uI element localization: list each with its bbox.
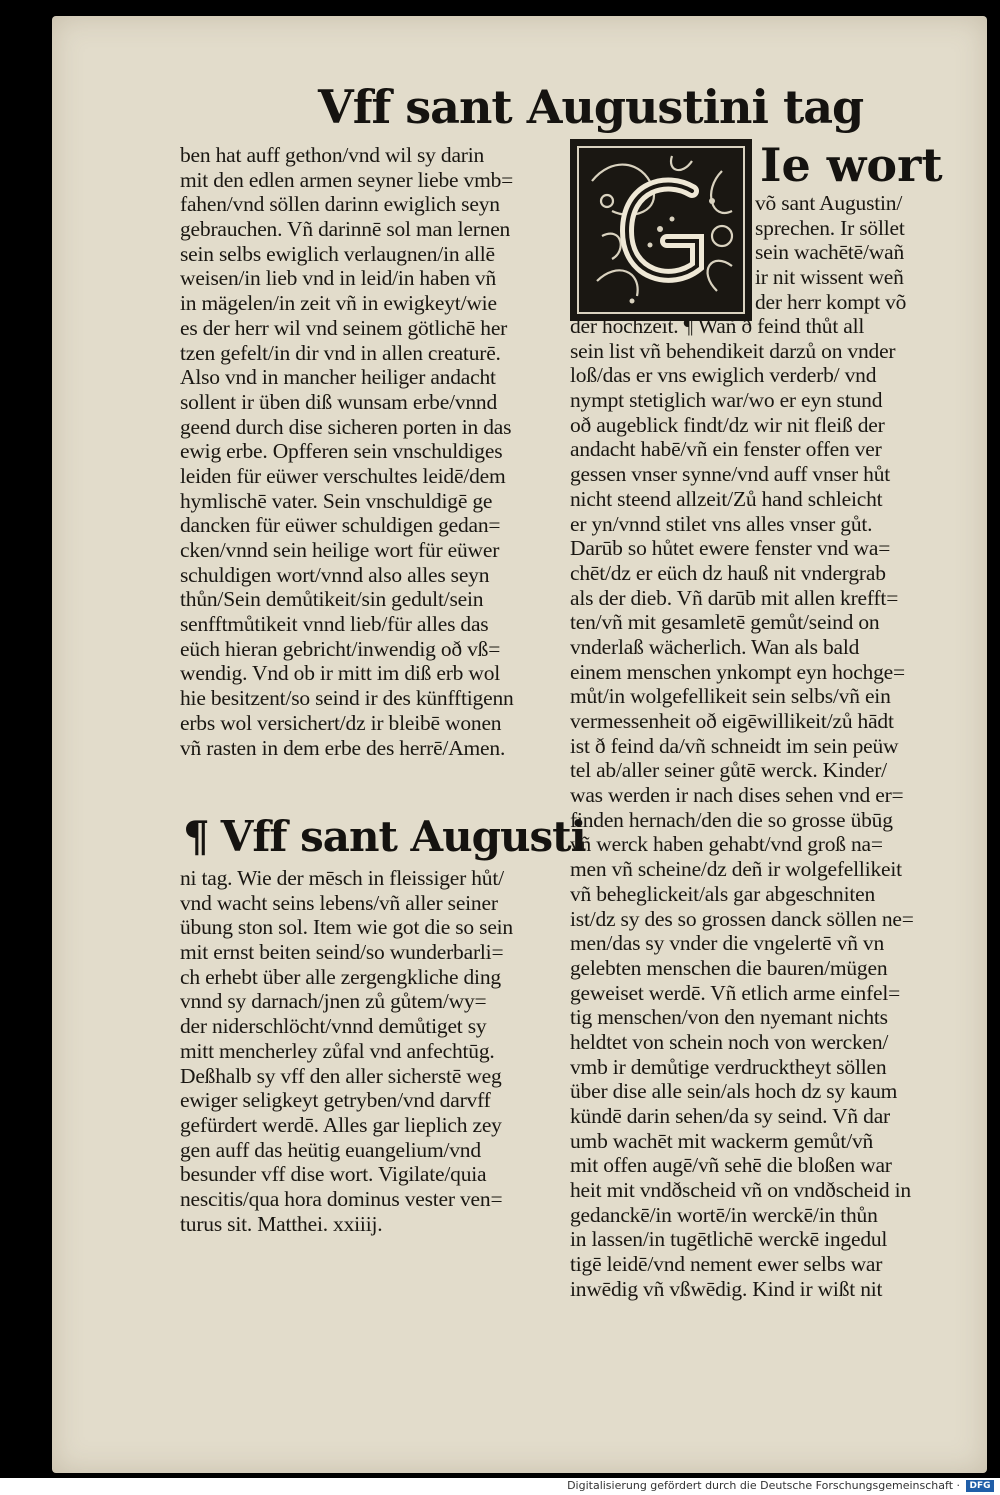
text-line: als der dieb. Vñ darūb mit allen krefft= — [570, 585, 899, 610]
text-line: men/das sy vnder die vngelertē vñ vn — [570, 931, 885, 956]
text-line: ni tag. Wie der mēsch in fleissiger hůt/ — [180, 866, 504, 890]
digitization-footer — [0, 1478, 1000, 1495]
text-line: vnnd sy darnach/jnen zů gůtem/wy= — [180, 989, 487, 1014]
text-line: turus sit. Matthei. xxiiij. — [180, 1211, 383, 1236]
text-line: ist/dz sy des so grossen danck söllen ne= — [570, 906, 914, 931]
text-line: vnd wacht seins lebens/vñ aller seiner — [180, 890, 498, 915]
text-line: in lassen/in tugētlichē werckē ingedul — [570, 1227, 888, 1252]
text-line: gedanckē/in wortē/in werckē/in thůn — [570, 1202, 878, 1227]
text-line: Also vnd in mancher heiliger andacht — [180, 365, 496, 390]
text-line: vmb ir demůtige verdrucktheyt söllen — [570, 1054, 887, 1079]
text-line: eüch hieran gebricht/inwendig oð vß= — [180, 636, 501, 661]
text-line: in mägelen/in zeit vñ in ewigkeyt/wie — [180, 291, 497, 316]
text-line: mit den edlen armen seyner liebe vmb= — [180, 167, 514, 192]
section-heading — [183, 812, 586, 861]
text-line: ten/vñ mit gesamletē gemůt/seind on — [570, 610, 880, 635]
running-head: Vff sant Augustini tag — [318, 80, 864, 134]
text-line: erbs wol versichert/dz ir bleibē wonen — [180, 710, 502, 735]
text-line: sein wachētē/wañ — [755, 240, 905, 265]
text-line: umb wachēt mit wackerm gemůt/vñ — [570, 1128, 874, 1153]
text-line: der niderschlöcht/vnnd demůtiget sy — [180, 1014, 487, 1039]
text-line: gelebten menschen die bauren/mügen — [570, 955, 888, 980]
footer-credit: Digitalisierung gefördert durch die Deutsche Forschungsgemeinschaft · — [567, 1479, 960, 1492]
text-line: es der herr wil vnd seinem götlichē her — [180, 315, 508, 340]
text-line: ewig erbe. Opfferen sein vnschuldiges — [180, 439, 503, 464]
text-line: vñ werck haben gehabt/vnd groß na= — [570, 832, 883, 857]
text-line: heldtet von schein noch von wercken/ — [570, 1029, 889, 1054]
text-line: senfftmůtikeit vnnd lieb/für alles das — [180, 612, 489, 637]
text-line: Darūb so hůtet ewere fenster vnd wa= — [570, 536, 891, 561]
text-line: fahen/vnd söllen darinn ewiglich seyn — [180, 192, 500, 217]
text-line: der hochzeit. ¶ Wañ ð feind thůt all — [570, 314, 865, 338]
text-line: ben hat auff gethon/vnd wil sy darin — [180, 143, 485, 167]
pilcrow-icon: ¶ — [183, 812, 209, 861]
text-line: geend durch dise sicheren porten in das — [180, 414, 512, 439]
text-line: vñ rasten in dem erbe des herrē/Amen. — [180, 735, 506, 760]
text-line: schuldigen wort/vnnd also alles seyn — [180, 562, 490, 587]
text-line: kündē darin sehen/da sy seind. Vñ dar — [570, 1104, 891, 1128]
text-line: dancken für eüwer schuldigen gedan= — [180, 513, 501, 538]
dfg-logo: DFG — [966, 1480, 994, 1492]
text-line: gebrauchen. Vñ darinnē sol man lernen — [180, 217, 511, 242]
text-line: finden hernach/den die so grosse übūg — [570, 807, 893, 832]
text-line: thůn/Sein demůtikeit/sin gedult/sein — [180, 587, 484, 612]
text-line: inwēdig vñ vßwēdig. Kind ir wißt nit — [570, 1276, 883, 1301]
text-line: loß/das er vns ewiglich verderb/ vnd — [570, 363, 877, 388]
text-line: vñ beheglickeit/als gar abgeschniten — [570, 881, 876, 906]
text-line: der herr kompt võ — [755, 289, 907, 314]
text-line: geweiset werdē. Vñ etlich arme einfel= — [570, 980, 901, 1005]
text-line: übung ston sol. Item wie got die so sein — [180, 915, 513, 940]
text-line: sollent ir üben diß wunsam erbe/vnnd — [180, 389, 498, 414]
text-line: chēt/dz er eüch dz hauß nit vndergrab — [570, 560, 886, 585]
text-line: sein selbs ewiglich verlaugnen/in allē — [180, 241, 495, 266]
text-line: cken/vnnd sein heilige wort für eüwer — [180, 538, 500, 562]
left-column-bottom — [180, 866, 550, 1236]
text-line: wendig. Vnd ob ir mitt im diß erb wol — [180, 661, 501, 686]
text-line: gen auff das heütig euangelium/vnd — [180, 1137, 481, 1162]
text-line: ist ð feind da/vñ schneidt im sein peüw — [570, 733, 899, 758]
right-column-beside-initial — [755, 191, 935, 314]
text-line: võ sant Augustin/ — [755, 191, 903, 215]
text-line: einem menschen ynkompt eyn hochge= — [570, 659, 905, 684]
text-line: ir nit wissent weñ — [755, 265, 904, 290]
text-line: mit offen augē/vñ sehē die bloßen war — [570, 1153, 892, 1178]
text-line: leiden für eüwer verschultes leidē/dem — [180, 463, 506, 488]
text-line: gefürdert werdē. Alles gar lieplich zey — [180, 1112, 502, 1137]
text-line: Deßhalb sy vff den aller sicherstē weg — [180, 1063, 502, 1088]
text-line: vermessenheit oð eigēwillikeit/zů hādt — [570, 709, 894, 733]
text-line: tigē leidē/vnd nement ewer selbs war — [570, 1252, 883, 1277]
text-line: andacht habē/vñ ein fenster offen ver — [570, 437, 882, 462]
left-column-top — [180, 143, 550, 760]
decorated-initial-icon — [570, 139, 752, 321]
text-line: mit ernst beiten seind/so wunderbarli= — [180, 940, 504, 965]
text-line: gessen vnser synne/vnd auff vnser hůt — [570, 462, 891, 487]
text-line: nicht steend allzeit/Zů hand schleicht — [570, 486, 883, 511]
text-line: tzen gefelt/in dir vnd in allen creaturē. — [180, 340, 501, 365]
dropcap-word: Ie wort — [760, 138, 943, 192]
text-line: er yn/vnnd stilet vns alles vnser gůt. — [570, 511, 873, 536]
text-line: men vñ scheine/dz deñ ir wolgefellikeit — [570, 857, 902, 882]
text-line: weisen/in lieb vnd in leid/in haben vñ — [180, 266, 497, 291]
text-line: tig menschen/von den nyemant nichts — [570, 1005, 888, 1030]
text-line: sein list vñ behendikeit darzů on vnder — [570, 338, 896, 363]
text-line: ch erhebt über alle zergengkliche ding — [180, 964, 501, 989]
text-line: besunder vff dise wort. Vigilate/quia — [180, 1162, 487, 1187]
text-line: oð augeblick findt/dz wir nit fleiß der — [570, 412, 885, 437]
text-line: über dise alle sein/als hoch dz sy kaum — [570, 1079, 898, 1104]
text-line: můt/in wolgefellikeit sein selbs/vñ ein — [570, 684, 891, 709]
text-line: sprechen. Ir söllet — [755, 215, 905, 240]
text-line: mitt mencherley zůfal vnd anfechtūg. — [180, 1038, 495, 1063]
text-line: heit mit vndðscheid vñ on vndðscheid in — [570, 1178, 911, 1203]
text-line: hymlischē vater. Sein vnschuldigē ge — [180, 488, 493, 513]
right-column-main — [570, 314, 935, 1302]
text-line: tel ab/aller seiner gůtē werck. Kinder/ — [570, 758, 887, 783]
text-line: hie besitzent/so seind ir des künfftigenn — [180, 686, 514, 711]
section-heading-text: Vff sant Augusti — [220, 812, 586, 861]
text-line: nympt stetiglich war/wo er eyn stund — [570, 388, 883, 413]
text-line: was werden ir nach dises sehen vnd er= — [570, 783, 904, 808]
text-line: nescitis/qua hora dominus vester ven= — [180, 1186, 503, 1211]
text-line: vnderlaß wächerlich. Wan als bald — [570, 634, 860, 659]
text-line: ewiger seligkeyt getryben/vnd darvff — [180, 1088, 491, 1113]
